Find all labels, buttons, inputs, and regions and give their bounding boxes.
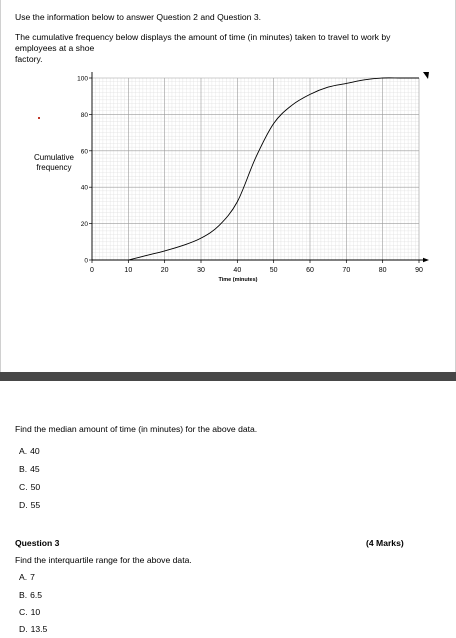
intro-line-4: factory. [15,54,43,64]
option-text: 10 [30,607,41,617]
option-key: D. [19,500,28,510]
y-axis-label-line-1: Cumulative [33,153,75,162]
y-tick-label: 20 [80,221,88,229]
x-tick-label: 10 [124,267,133,274]
intro-line-1: Use the information below to answer Question 2 and Question 3. [15,12,262,22]
question2-prompt: Find the median amount of time (in minutes) for the above data. [15,424,258,434]
x-tick-label: 30 [197,267,205,274]
x-tick-label: 0 [90,267,94,274]
x-tick-label: 90 [415,267,423,274]
option-key: B. [19,590,28,600]
option-key: A. [19,446,28,456]
option-text: 7 [30,572,35,582]
x-axis-label: Time (minutes) [218,277,258,283]
x-tick-label: 40 [233,267,242,274]
page-divider [0,372,456,381]
y-tick-label: 100 [77,75,88,83]
x-tick-label: 70 [342,267,351,274]
chart-y-ticks [77,76,92,265]
y-tick-label: 40 [80,184,88,192]
option-key: C. [19,607,28,617]
red-dot-mark [38,117,40,119]
cumulative-frequency-chart [0,62,456,294]
option-key: D. [19,624,28,634]
y-axis-label-line-2: frequency [36,163,72,172]
q3-option-d[interactable] [19,624,47,635]
option-key: C. [19,482,28,492]
x-axis-arrow [423,258,429,262]
question3-prompt: Find the interquartile range for the above data. [15,555,192,565]
chart-axes [92,72,429,262]
question3-marks: (4 Marks) [366,538,404,548]
x-tick-label: 20 [160,267,169,274]
q2-option-a[interactable] [19,446,40,457]
intro-line-2: The cumulative frequency below displays the amount of time (in minutes) taken to travel to work by [15,32,391,42]
y-tick-label: 80 [80,111,88,119]
option-text: 55 [30,500,41,510]
option-key: A. [19,572,28,582]
option-text: 6.5 [30,590,43,600]
chart-x-ticks [90,260,423,274]
chart-grid-minor [92,78,419,260]
q2-option-c[interactable] [19,482,40,493]
x-tick-label: 60 [306,267,314,274]
q2-option-b[interactable] [19,464,40,475]
q2-option-d[interactable] [19,500,40,511]
intro-line-3: employees at a shoe [15,43,95,53]
option-text: 45 [30,464,40,474]
q3-option-c[interactable] [19,607,40,618]
x-tick-label: 80 [378,267,387,274]
option-text: 13.5 [30,624,48,634]
x-tick-label: 50 [269,267,278,274]
q3-option-a[interactable] [19,572,35,583]
y-tick-label: 60 [80,148,88,156]
option-text: 50 [30,482,41,492]
option-text: 40 [30,446,40,456]
option-key: B. [19,464,28,474]
corner-arrow [423,72,429,79]
question3-title: Question 3 [15,538,60,548]
y-tick-label: 0 [84,257,88,265]
q3-option-b[interactable] [19,590,42,601]
